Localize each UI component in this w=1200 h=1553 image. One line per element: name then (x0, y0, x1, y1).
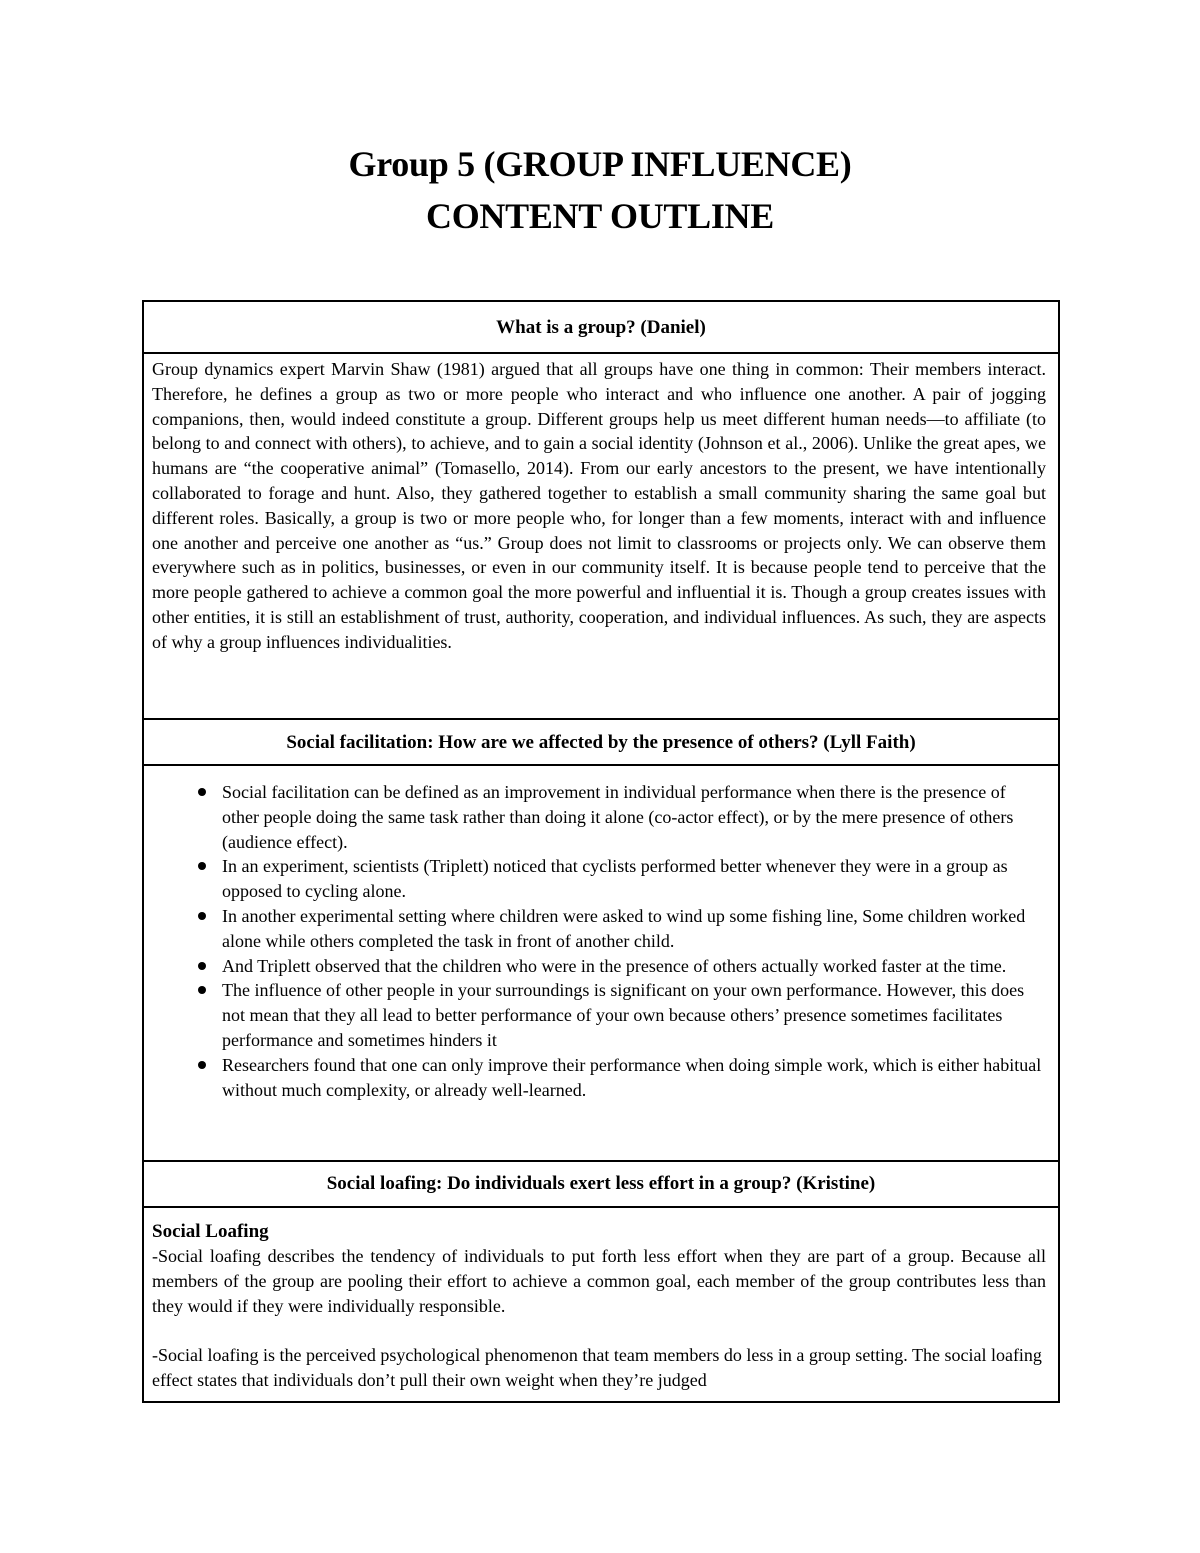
bullet-icon (198, 862, 206, 870)
bullet-icon (198, 788, 206, 796)
content-outline-table (142, 300, 1060, 1403)
paragraph-spacer (152, 1318, 1046, 1343)
group-definition-paragraph: Group dynamics expert Marvin Shaw (1981) argued that all groups have one thing in common: Their members interact. Therefore, he defines a group as two or more people who interact and who influence one another. A pair of jogging companions, then, would indeed constitute a group. Different groups help us meet different human needs—to affiliate (to belong to and connect with others), to achieve, and to gain a social identity (Johnson et al., 2006). Unlike the great apes, we humans are “the cooperative animal” (Tomasello, 2014). From our early ancestors to the present, we have intentionally collaborated to forage and hunt. Also, they gathered together to establish a small community sharing the same goal but different roles. Basically, a group is two or more people who, for longer than a few moments, interact with and influence one another and perceive one another as “us.” Group does not limit to classrooms or projects only. We can observe them everywhere such as in politics, businesses, or even in our community itself. It is because people tend to perceive that the more people gathered to achieve a common goal the more powerful and influential it is. Though a group creates issues with other entities, it is still an establishment of trust, authority, cooperation, and individual influences. As such, they are aspects of why a group influences individualities. (152, 359, 1046, 652)
title-line-1: Group 5 (GROUP INFLUENCE) (348, 144, 852, 184)
document-title (0, 138, 1200, 242)
list-item (152, 780, 1046, 854)
social-facilitation-bullet-list (152, 780, 1046, 1102)
bullet-icon (198, 962, 206, 970)
social-loafing-paragraph-1: -Social loafing describes the tendency of individuals to put forth less effort when they are part of a group. Because all members of the group are pooling their effort to achieve a common goal, each member of the group contributes less than they would if they were individually responsible. (152, 1246, 1046, 1316)
section-body-social-facilitation (144, 766, 1058, 1162)
bullet-icon (198, 1061, 206, 1069)
section-body-social-loafing (144, 1208, 1058, 1401)
list-item (152, 854, 1046, 904)
social-loafing-paragraph-2: -Social loafing is the perceived psychological phenomenon that team members do less in a group setting. The social loafing effect states that individuals don’t pull their own weight when they’re judged (152, 1345, 1042, 1391)
list-item (152, 954, 1046, 979)
bullet-icon (198, 912, 206, 920)
bullet-text: In an experiment, scientists (Triplett) noticed that cyclists performed better whenever they were in a group as opposed to cycling alone. (222, 856, 1008, 902)
section-header-social-loafing: Social loafing: Do individuals exert less effort in a group? (Kristine) (144, 1162, 1058, 1208)
social-loafing-subheading: Social Loafing (152, 1221, 269, 1242)
section-body-what-is-a-group (144, 354, 1058, 720)
bullet-text: Social facilitation can be defined as an improvement in individual performance when there is the presence of other people doing the same task rather than doing it alone (co-actor effect), or by the mere presence of others (audience effect). (222, 782, 1014, 852)
title-line-2: CONTENT OUTLINE (426, 196, 774, 236)
list-item (152, 978, 1046, 1052)
section-header-social-facilitation: Social facilitation: How are we affected by the presence of others? (Lyll Faith) (144, 720, 1058, 766)
section-header-what-is-a-group: What is a group? (Daniel) (144, 302, 1058, 354)
list-item (152, 1053, 1046, 1103)
bullet-text: The influence of other people in your surroundings is significant on your own performance. However, this does not mean that they all lead to better performance of your own because others’ presence sometimes facilitates performance and sometimes hinders it (222, 980, 1025, 1050)
list-item (152, 904, 1046, 954)
bullet-text: In another experimental setting where children were asked to wind up some fishing line, Some children worked alone while others completed the task in front of another child. (222, 905, 1026, 951)
bullet-icon (198, 986, 206, 994)
bullet-text: And Triplett observed that the children who were in the presence of others actually worked faster at the time. (222, 955, 1007, 976)
bullet-text: Researchers found that one can only improve their performance when doing simple work, which is either habitual without much complexity, or already well-learned. (222, 1054, 1042, 1100)
